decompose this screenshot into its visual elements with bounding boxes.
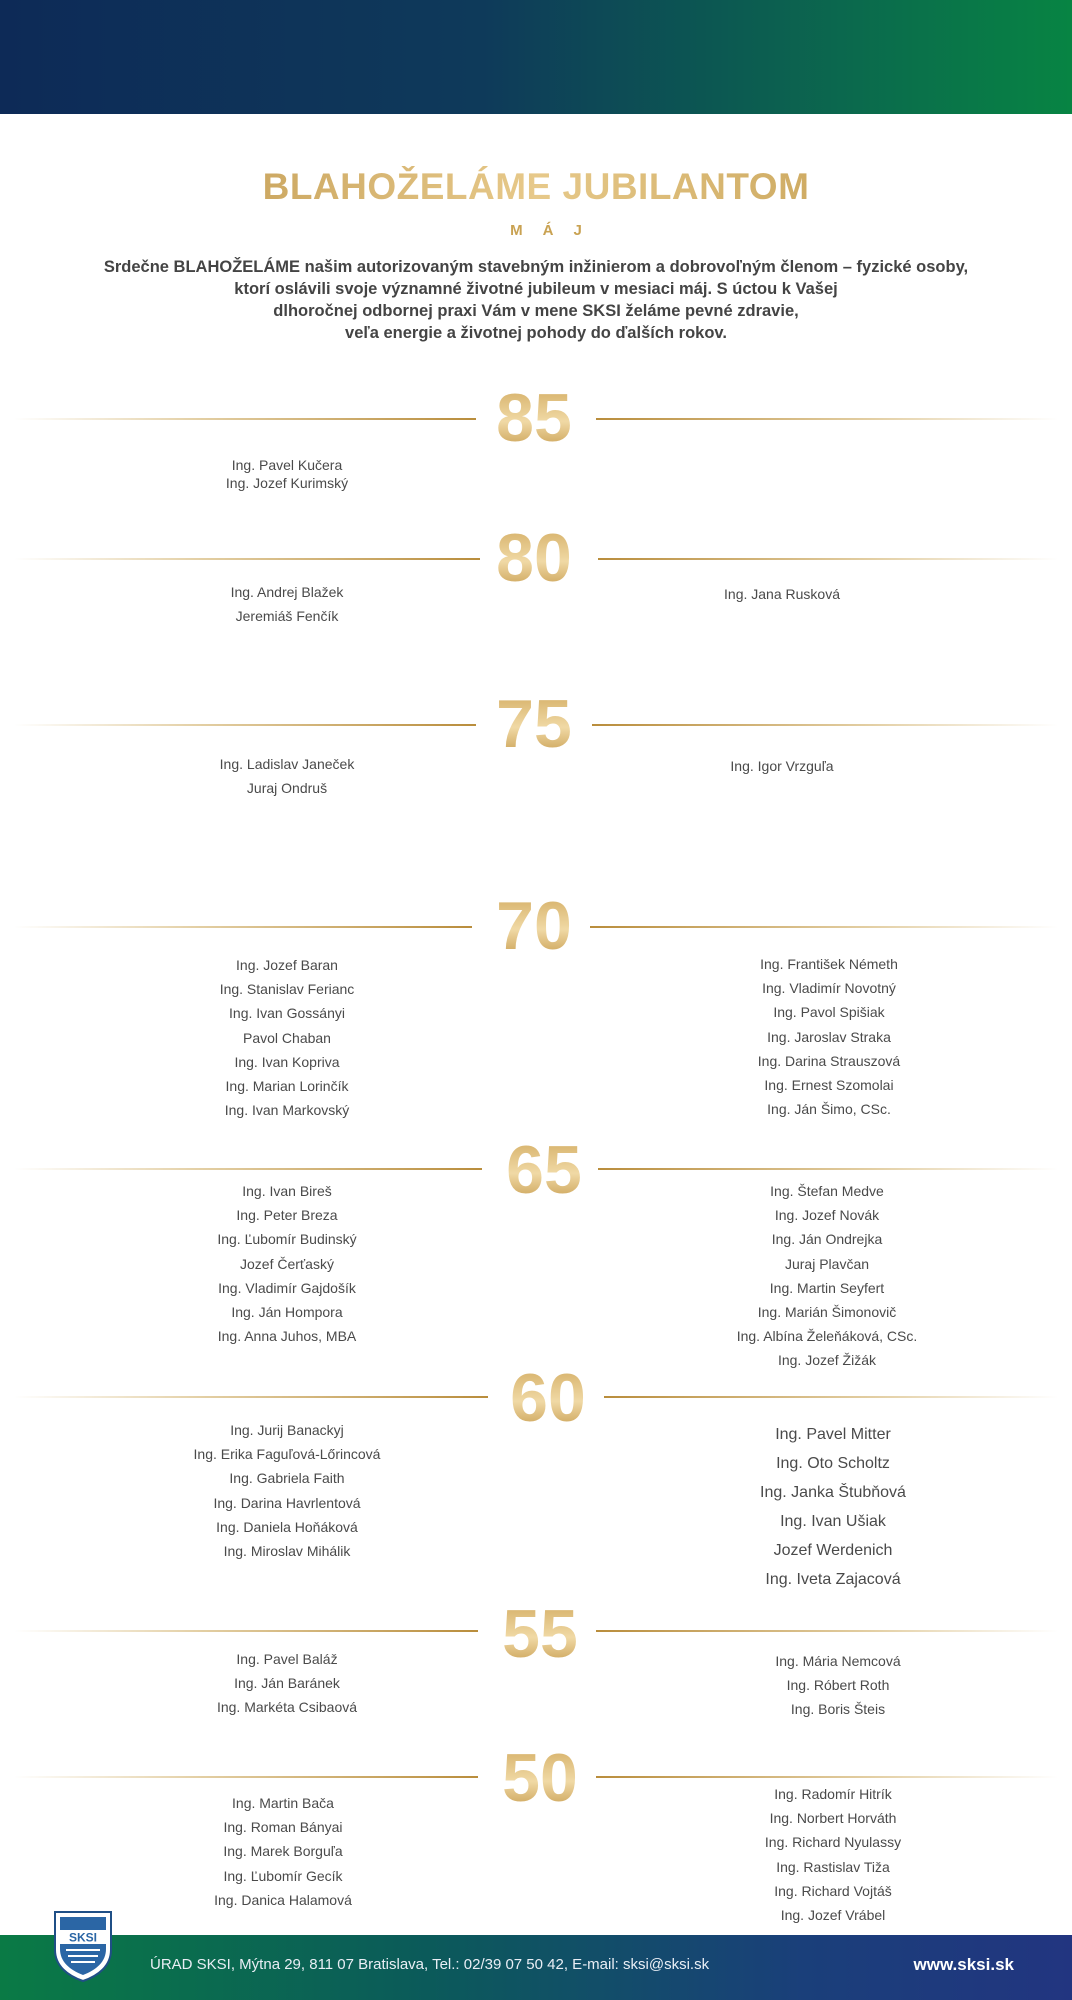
jubilant-name: Pavol Chaban	[243, 1029, 331, 1046]
jubilant-name: Ing. Ján Ondrejka	[771, 1231, 883, 1248]
divider-line	[596, 1776, 1058, 1778]
jubilant-name: Ing. Jozef Žižák	[777, 1352, 877, 1369]
age-50-left-list	[183, 1791, 383, 1912]
jubilant-name: Ing. Daniela Hoňáková	[216, 1518, 358, 1535]
age-70-right-list	[729, 952, 929, 1121]
jubilant-name: Jozef Čerťaský	[240, 1255, 334, 1272]
jubilant-name: Ing. Ladislav Janeček	[219, 756, 355, 772]
age-65-left-list	[187, 1179, 387, 1348]
jubilant-name: Ing. Rastislav Tiža	[776, 1858, 890, 1875]
divider-line	[598, 558, 1058, 560]
age-60-right-list	[733, 1420, 933, 1594]
age-55-left-list	[187, 1647, 387, 1720]
divider-line	[14, 1168, 482, 1170]
jubilant-name: Ing. Richard Vojtáš	[774, 1882, 892, 1899]
age-80-heading: 80	[479, 524, 589, 592]
jubilant-name: Ing. Ivan Markovský	[224, 1102, 350, 1119]
age-85-heading: 85	[479, 384, 589, 452]
jubilant-name: Ing. Marek Borguľa	[223, 1843, 343, 1860]
jubilant-name: Ing. Gabriela Faith	[229, 1470, 345, 1487]
jubilant-name: Ing. Martin Seyfert	[769, 1279, 885, 1296]
age-50-heading: 50	[485, 1744, 595, 1812]
intro-line: dlhoročnej odbornej praxi Vám v mene SKSI želáme pevné zdravie,	[273, 302, 799, 320]
age-75-heading: 75	[479, 690, 589, 758]
jubilant-name: Ing. Stanislav Ferianc	[219, 981, 355, 998]
jubilant-name: Ing. Štefan Medve	[770, 1183, 884, 1199]
jubilant-name: Ing. Miroslav Mihálik	[223, 1542, 351, 1559]
age-80-left-list	[187, 580, 387, 628]
divider-line	[14, 724, 476, 726]
logo-text: SKSI	[68, 1930, 98, 1945]
jubilant-name: Ing. Oto Scholtz	[776, 1455, 890, 1472]
jubilant-name: Ing. Jana Rusková	[724, 586, 840, 602]
jubilant-name: Ing. Erika Faguľová-Lőrincová	[193, 1446, 381, 1463]
jubilant-name: Jeremiáš Fenčík	[235, 608, 339, 625]
divider-line	[14, 1630, 478, 1632]
age-60-heading: 60	[493, 1364, 603, 1432]
age-55-right-list	[738, 1649, 938, 1722]
divider-line	[14, 1396, 488, 1398]
jubilant-name: Ing. Ján Šimo, CSc.	[767, 1101, 891, 1118]
jubilant-name: Juraj Plavčan	[784, 1255, 870, 1272]
age-60-left-list	[167, 1418, 407, 1563]
jubilant-name: Ing. Richard Nyulassy	[764, 1834, 902, 1851]
jubilant-name: Ing. Jozef Vrábel	[780, 1906, 886, 1923]
age-50-right-list	[733, 1782, 933, 1927]
jubilant-name: Ing. Ivan Gossányi	[229, 1005, 345, 1022]
jubilant-name: Ing. Róbert Roth	[786, 1677, 890, 1694]
divider-line	[596, 418, 1058, 420]
jubilant-name: Ing. Pavel Mitter	[775, 1426, 891, 1443]
age-80-right-list	[682, 582, 882, 606]
divider-line	[14, 926, 472, 928]
jubilant-name: Ing. Marián Šimonovič	[757, 1303, 897, 1320]
jubilant-name: Ing. Radomír Hitrík	[774, 1786, 892, 1802]
divider-line	[604, 1396, 1058, 1398]
jubilant-name: Ing. Vladimír Gajdošík	[218, 1279, 356, 1296]
jubilant-name: Ing. Jozef Baran	[236, 957, 338, 973]
jubilant-name: Ing. Roman Bányai	[223, 1819, 343, 1836]
age-85-left-list	[187, 456, 387, 492]
divider-line	[14, 558, 480, 560]
jubilant-name: Ing. Pavol Spišiak	[773, 1004, 885, 1021]
jubilant-name: Ing. Ivan Bireš	[242, 1183, 332, 1199]
jubilant-name: Ing. Darina Strauszová	[757, 1052, 901, 1069]
jubilant-name: Ing. Albína Želeňáková, CSc.	[736, 1328, 918, 1345]
age-70-heading: 70	[479, 892, 589, 960]
divider-line	[596, 1630, 1058, 1632]
divider-line	[592, 724, 1058, 726]
intro-line: ktorí oslávili svoje významné životné jubileum v mesiaci máj. S úctou k Vašej	[234, 280, 838, 298]
intro-text	[90, 256, 982, 344]
jubilant-name: Ing. Ľubomír Gecík	[223, 1867, 343, 1884]
jubilant-name: Ing. Ľubomír Budinský	[217, 1231, 357, 1248]
jubilant-name: Ing. Anna Juhos, MBA	[217, 1328, 357, 1345]
jubilant-name: Ing. Ivan Kopriva	[234, 1053, 340, 1070]
jubilant-name: Ing. Pavel Kučera	[231, 457, 343, 473]
intro-line: Srdečne BLAHOŽELÁME našim autorizovaným stavebným inžinierom a dobrovoľným členom – fyzické osoby,	[103, 258, 969, 276]
jubilant-name: Ing. Marian Lorinčík	[225, 1077, 349, 1094]
jubilant-name: Ing. Ernest Szomolai	[764, 1076, 894, 1093]
divider-line	[598, 1168, 1058, 1170]
age-55-heading: 55	[485, 1600, 595, 1668]
age-70-left-list	[187, 953, 387, 1122]
sksi-logo[interactable]	[52, 1910, 114, 1982]
age-75-left-list	[187, 752, 387, 800]
jubilant-name: Ing. Markéta Csibaová	[216, 1699, 358, 1716]
jubilant-name: Ing. Vladimír Novotný	[762, 980, 896, 997]
divider-line	[590, 926, 1058, 928]
jubilant-name: Ing. Boris Šteis	[790, 1701, 886, 1718]
jubilant-name: Ing. Peter Breza	[236, 1207, 338, 1224]
jubilant-name: Ing. Jaroslav Straka	[767, 1028, 891, 1045]
footer-address: ÚRAD SKSI, Mýtna 29, 811 07 Bratislava, Tel.: 02/39 07 50 42, E-mail: sksi@sksi.sk	[150, 1956, 710, 1973]
month-label: MÁJ	[510, 222, 602, 239]
jubilant-name: Ing. Martin Bača	[232, 1795, 334, 1811]
header-banner	[0, 0, 1072, 114]
age-65-heading: 65	[489, 1136, 599, 1204]
age-75-right-list	[682, 754, 882, 778]
jubilant-name: Ing. Danica Halamová	[214, 1891, 352, 1908]
jubilant-name: Ing. Janka Štubňová	[760, 1484, 906, 1501]
website-link[interactable]: www.sksi.sk	[913, 1955, 1014, 1974]
jubilant-name: Ing. Igor Vrzguľa	[730, 758, 834, 774]
jubilant-name: Ing. Jozef Kurimský	[225, 475, 349, 491]
jubilant-name: Jozef Werdenich	[773, 1542, 893, 1559]
page-title: BLAHOŽELÁME JUBILANTOM	[0, 166, 1072, 208]
intro-line: veľa energie a životnej pohody do ďalších rokov.	[345, 324, 727, 342]
jubilant-name: Ing. Jozef Novák	[774, 1207, 880, 1224]
jubilant-name: Ing. Darina Havrlentová	[213, 1494, 361, 1511]
jubilant-name: Ing. Ján Baránek	[234, 1675, 340, 1692]
jubilant-name: Ing. František Németh	[760, 956, 898, 972]
divider-line	[14, 418, 476, 420]
jubilant-name: Ing. Norbert Horváth	[769, 1810, 897, 1827]
jubilant-name: Ing. Jurij Banackyj	[230, 1422, 344, 1438]
jubilant-name: Ing. Andrej Blažek	[230, 584, 344, 600]
jubilant-name: Ing. Pavel Baláž	[236, 1651, 338, 1667]
jubilant-name: Ing. Iveta Zajacová	[765, 1571, 901, 1588]
jubilant-name: Ing. Ján Hompora	[231, 1303, 343, 1320]
divider-line	[14, 1776, 478, 1778]
jubilant-name: Juraj Ondruš	[246, 780, 328, 797]
age-65-right-list	[717, 1179, 937, 1373]
jubilant-name: Ing. Ivan Ušiak	[780, 1513, 886, 1530]
jubilant-name: Ing. Mária Nemcová	[775, 1653, 901, 1669]
